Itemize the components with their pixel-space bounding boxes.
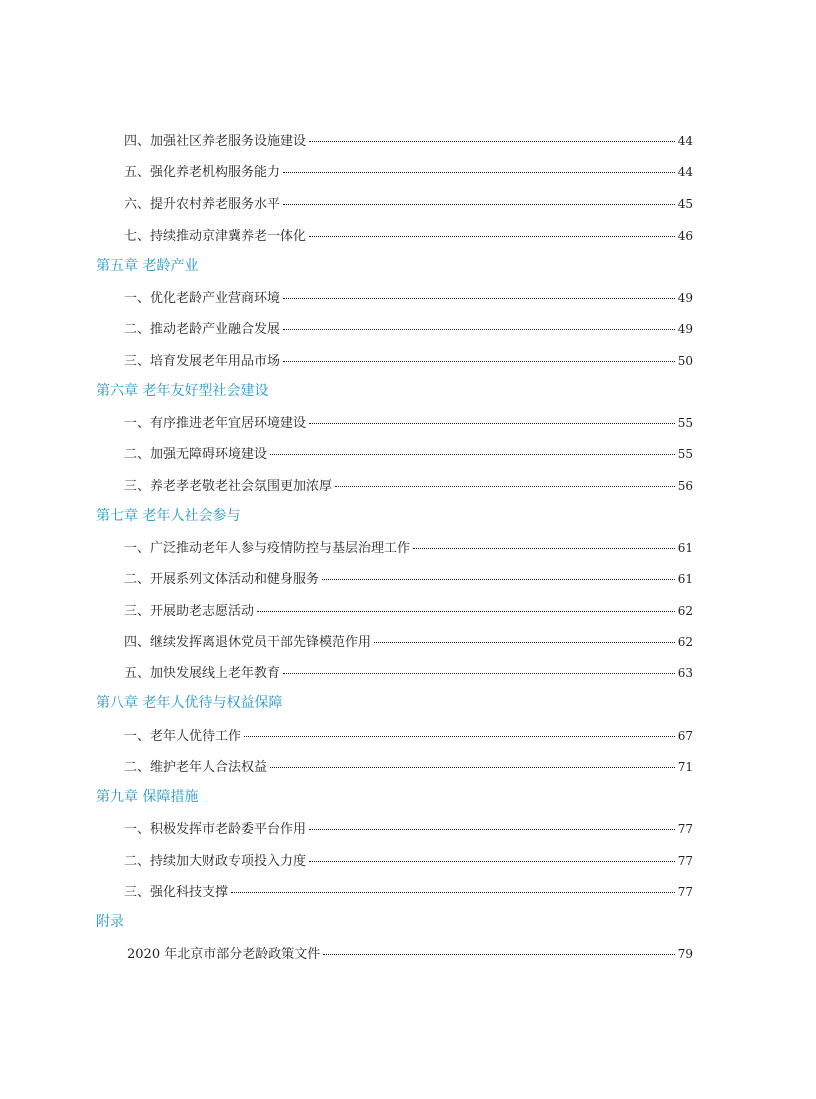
- dot-leader: [374, 641, 675, 643]
- toc-page-number: 55: [677, 447, 693, 461]
- toc-entry: [124, 445, 693, 464]
- toc-page-number: 55: [677, 416, 693, 430]
- toc-entry: [124, 163, 693, 182]
- toc-chapter-title: 第五章 老龄产业: [96, 258, 199, 274]
- toc-page-number: 67: [677, 729, 693, 743]
- toc-entry: [124, 195, 693, 214]
- toc-entry-label: 三、养老孝老敬老社会氛围更加浓厚: [124, 479, 333, 494]
- dot-leader: [309, 828, 675, 830]
- toc-entry: [124, 883, 693, 902]
- toc-entry: [124, 945, 693, 964]
- dot-leader: [270, 766, 675, 768]
- toc-entry-label: 二、推动老龄产业融合发展: [124, 322, 281, 337]
- toc-entry: [124, 414, 693, 433]
- toc-entry-label: 三、培育发展老年用品市场: [124, 354, 281, 369]
- dot-leader: [283, 171, 675, 173]
- toc-entry-label: 一、老年人优待工作: [124, 729, 242, 744]
- toc-page-number: 77: [677, 885, 693, 899]
- toc-chapter-heading: [96, 913, 124, 931]
- toc-entry-label: 七、持续推动京津冀养老一体化: [124, 229, 307, 244]
- dot-leader: [231, 891, 675, 893]
- toc-page-number: 77: [677, 822, 693, 836]
- toc-page-number: 61: [677, 572, 693, 586]
- dot-leader: [309, 140, 675, 142]
- toc-page-number: 44: [677, 165, 693, 179]
- toc-entry: [124, 633, 693, 652]
- toc-entry: [124, 727, 693, 746]
- toc-entry-label: 四、加强社区养老服务设施建设: [124, 134, 307, 149]
- toc-entry: [124, 352, 693, 371]
- toc-entry: [124, 320, 693, 339]
- toc-page-number: 49: [677, 322, 693, 336]
- toc-page-number: 49: [677, 291, 693, 305]
- toc-entry: [124, 820, 693, 839]
- dot-leader: [309, 235, 675, 237]
- toc-entry-label: 2020 年北京市部分老龄政策文件: [127, 947, 321, 962]
- toc-page-number: 46: [677, 229, 693, 243]
- toc-entry-label: 二、开展系列文体活动和健身服务: [124, 572, 320, 587]
- toc-page-number: 45: [677, 197, 693, 211]
- toc-entry-label: 四、继续发挥离退休党员干部先锋模范作用: [124, 635, 372, 650]
- toc-page-number: 71: [677, 760, 693, 774]
- dot-leader: [309, 422, 675, 424]
- toc-chapter-title: 第八章 老年人优待与权益保障: [96, 695, 283, 711]
- dot-leader: [322, 578, 675, 580]
- toc-chapter-title: 附录: [96, 914, 124, 930]
- toc-chapter-heading: [96, 382, 268, 400]
- dot-leader: [283, 672, 675, 674]
- toc-entry-label: 六、提升农村养老服务水平: [124, 197, 281, 212]
- toc-entry: [124, 477, 693, 496]
- toc-entry-label: 一、积极发挥市老龄委平台作用: [124, 822, 307, 837]
- toc-chapter-heading: [96, 694, 282, 712]
- toc-entry: [124, 570, 693, 589]
- toc-page-number: 63: [677, 666, 693, 680]
- toc-entry-label: 三、开展助老志愿活动: [124, 604, 255, 619]
- dot-leader: [309, 860, 675, 862]
- toc-page-number: 61: [677, 541, 693, 555]
- toc-entry: [124, 602, 693, 621]
- dot-leader: [270, 453, 675, 455]
- dot-leader: [244, 735, 675, 737]
- toc-entry: [124, 664, 693, 683]
- toc-page-number: 77: [677, 854, 693, 868]
- toc-page-number: 44: [677, 134, 693, 148]
- toc-chapter-heading: [96, 788, 198, 806]
- toc-entry-label: 五、强化养老机构服务能力: [124, 165, 281, 180]
- dot-leader: [257, 610, 675, 612]
- toc-page-number: 50: [677, 354, 693, 368]
- dot-leader: [413, 547, 675, 549]
- dot-leader: [323, 953, 675, 955]
- toc-page-number: 79: [677, 947, 693, 961]
- toc-entry-label: 一、有序推进老年宜居环境建设: [124, 416, 307, 431]
- toc-entry: [124, 539, 693, 558]
- toc-chapter-title: 第七章 老年人社会参与: [96, 508, 241, 524]
- toc-entry: [124, 132, 693, 151]
- toc-entry: [124, 227, 693, 246]
- toc-chapter-title: 第六章 老年友好型社会建设: [96, 383, 269, 399]
- toc-entry-label: 五、加快发展线上老年教育: [124, 666, 281, 681]
- toc-page-number: 56: [677, 479, 693, 493]
- toc-entry-label: 二、加强无障碍环境建设: [124, 447, 268, 462]
- dot-leader: [283, 328, 675, 330]
- toc-entry-label: 一、广泛推动老年人参与疫情防控与基层治理工作: [124, 541, 411, 556]
- dot-leader: [335, 485, 675, 487]
- dot-leader: [283, 360, 675, 362]
- toc-chapter-title: 第九章 保障措施: [96, 789, 199, 805]
- toc-entry: [124, 852, 693, 871]
- toc-entry-label: 二、维护老年人合法权益: [124, 760, 268, 775]
- dot-leader: [283, 297, 675, 299]
- dot-leader: [283, 203, 675, 205]
- toc-page-number: 62: [677, 604, 693, 618]
- toc-entry-label: 一、优化老龄产业营商环境: [124, 291, 281, 306]
- toc-entry-label: 二、持续加大财政专项投入力度: [124, 854, 307, 869]
- toc-chapter-heading: [96, 257, 198, 275]
- toc-chapter-heading: [96, 507, 240, 525]
- toc-entry: [124, 289, 693, 308]
- toc-entry: [124, 758, 693, 777]
- toc-entry-label: 三、强化科技支撑: [124, 885, 229, 900]
- toc-page-number: 62: [677, 635, 693, 649]
